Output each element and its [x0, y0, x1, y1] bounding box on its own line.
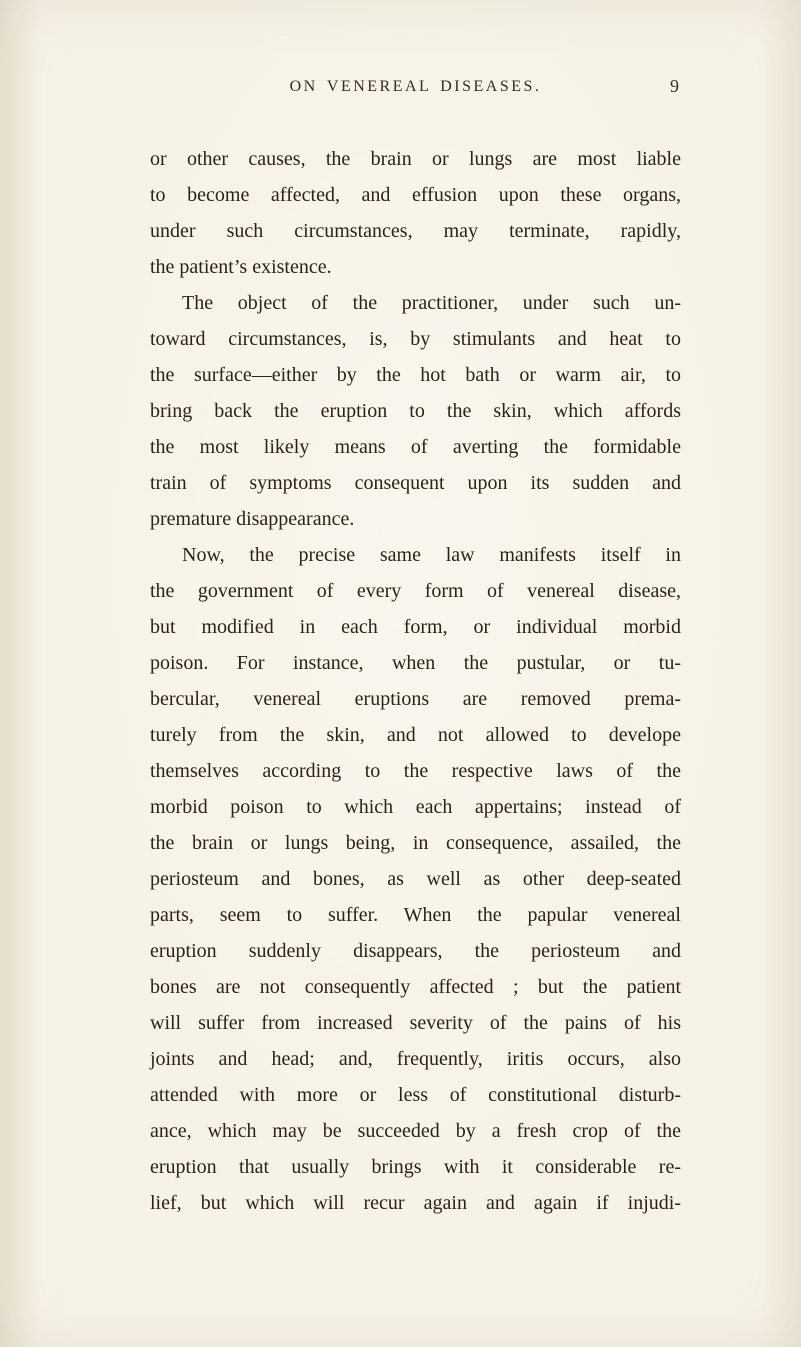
- text-line: the government of every form of venereal disease,: [150, 580, 681, 602]
- text-line: themselves according to the respective laws of the: [150, 760, 681, 782]
- text-line: bones are not consequently affected ; but the patient: [150, 976, 681, 998]
- running-title: ON VENEREAL DISEASES.: [289, 78, 542, 95]
- text-line: will suffer from increased severity of the pains of his: [150, 1012, 681, 1034]
- text-line: the most likely means of averting the formidable: [150, 436, 681, 458]
- page-header: [150, 76, 681, 102]
- paragraph: [150, 285, 681, 537]
- text-line: under such circumstances, may terminate, rapidly,: [150, 220, 681, 242]
- paragraph: [150, 537, 681, 1221]
- text-line: periosteum and bones, as well as other deep-seated: [150, 868, 681, 890]
- text-line: turely from the skin, and not allowed to develope: [150, 724, 681, 746]
- text-line: morbid poison to which each appertains; instead of: [150, 796, 681, 818]
- text-line: premature disappearance.: [150, 508, 355, 530]
- text-line: the brain or lungs being, in consequence, assailed, the: [150, 832, 681, 854]
- text-line: eruption suddenly disappears, the periosteum and: [150, 940, 681, 962]
- text-line: to become affected, and effusion upon these organs,: [150, 184, 681, 206]
- text-line: but modified in each form, or individual morbid: [150, 616, 681, 638]
- text-line: parts, seem to suffer. When the papular venereal: [150, 904, 681, 926]
- text-line: toward circumstances, is, by stimulants and heat to: [150, 328, 681, 350]
- text-line: joints and head; and, frequently, iritis occurs, also: [150, 1048, 681, 1070]
- text-line: lief, but which will recur again and again if injudi-: [150, 1192, 681, 1214]
- text-line: or other causes, the brain or lungs are most liable: [150, 148, 681, 170]
- text-line: ance, which may be succeeded by a fresh crop of the: [150, 1120, 681, 1142]
- text-line: train of symptoms consequent upon its sudden and: [150, 472, 681, 494]
- text-line: The object of the practitioner, under such un-: [182, 292, 681, 314]
- text-line: bercular, venereal eruptions are removed prema-: [150, 688, 681, 710]
- text-line: bring back the eruption to the skin, which affords: [150, 400, 681, 422]
- paragraph: [150, 141, 681, 285]
- text-line: poison. For instance, when the pustular, or tu-: [150, 652, 681, 674]
- text-line: the patient’s existence.: [150, 256, 332, 278]
- text-line: attended with more or less of constitutional disturb-: [150, 1084, 681, 1106]
- page-number: 9: [670, 76, 679, 96]
- text-line: Now, the precise same law manifests itself in: [182, 544, 681, 566]
- text-block: [150, 141, 681, 1221]
- text-line: eruption that usually brings with it considerable re-: [150, 1156, 681, 1178]
- text-line: the surface—either by the hot bath or warm air, to: [150, 364, 681, 386]
